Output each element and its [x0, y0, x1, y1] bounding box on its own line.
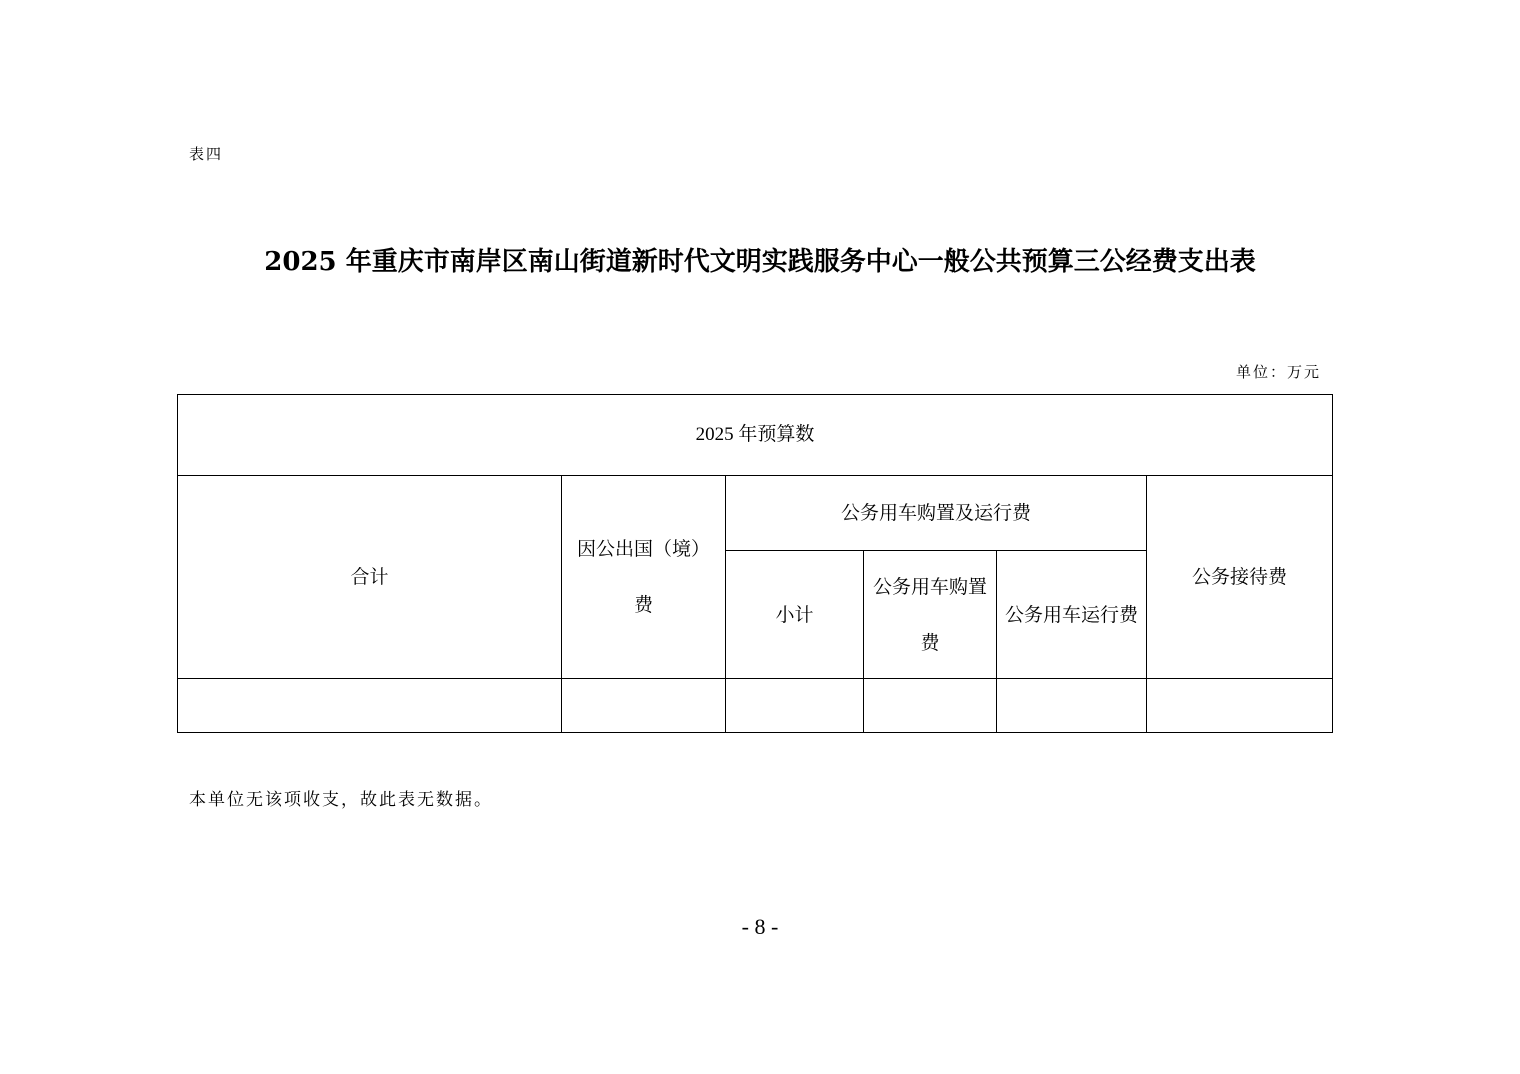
- table-number: 表四: [189, 145, 224, 163]
- abroad-header-cell: 因公出国（境）费: [562, 476, 726, 679]
- table-header-row-year: [178, 395, 1333, 476]
- note-text: 本单位无该项收支，故此表无数据。: [189, 790, 493, 810]
- unit-label: 单位：万元: [1235, 363, 1321, 381]
- vehicle-operation-header-cell: 公务用车运行费: [997, 551, 1147, 679]
- page-number: - 8 -: [741, 914, 779, 939]
- data-cell-vehicle-operation: [997, 679, 1147, 733]
- data-cell-total: [178, 679, 562, 733]
- data-cell-abroad: [562, 679, 726, 733]
- budget-table: [177, 394, 1333, 733]
- reception-header-cell: 公务接待费: [1147, 476, 1333, 679]
- page-title: 2025 年重庆市南岸区南山街道新时代文明实践服务中心一般公共预算三公经费支出表: [264, 247, 1256, 277]
- data-cell-vehicle-subtotal: [726, 679, 864, 733]
- vehicle-purchase-header-cell: 公务用车购置费: [864, 551, 997, 679]
- year-header-cell: 2025 年预算数: [178, 395, 1333, 476]
- table-header-row-1: [178, 476, 1333, 551]
- total-header-cell: 合计: [178, 476, 562, 679]
- vehicle-group-header-cell: 公务用车购置及运行费: [726, 476, 1147, 551]
- table-row: [178, 679, 1333, 733]
- data-cell-vehicle-purchase: [864, 679, 997, 733]
- data-cell-reception: [1147, 679, 1333, 733]
- vehicle-subtotal-header-cell: 小计: [726, 551, 864, 679]
